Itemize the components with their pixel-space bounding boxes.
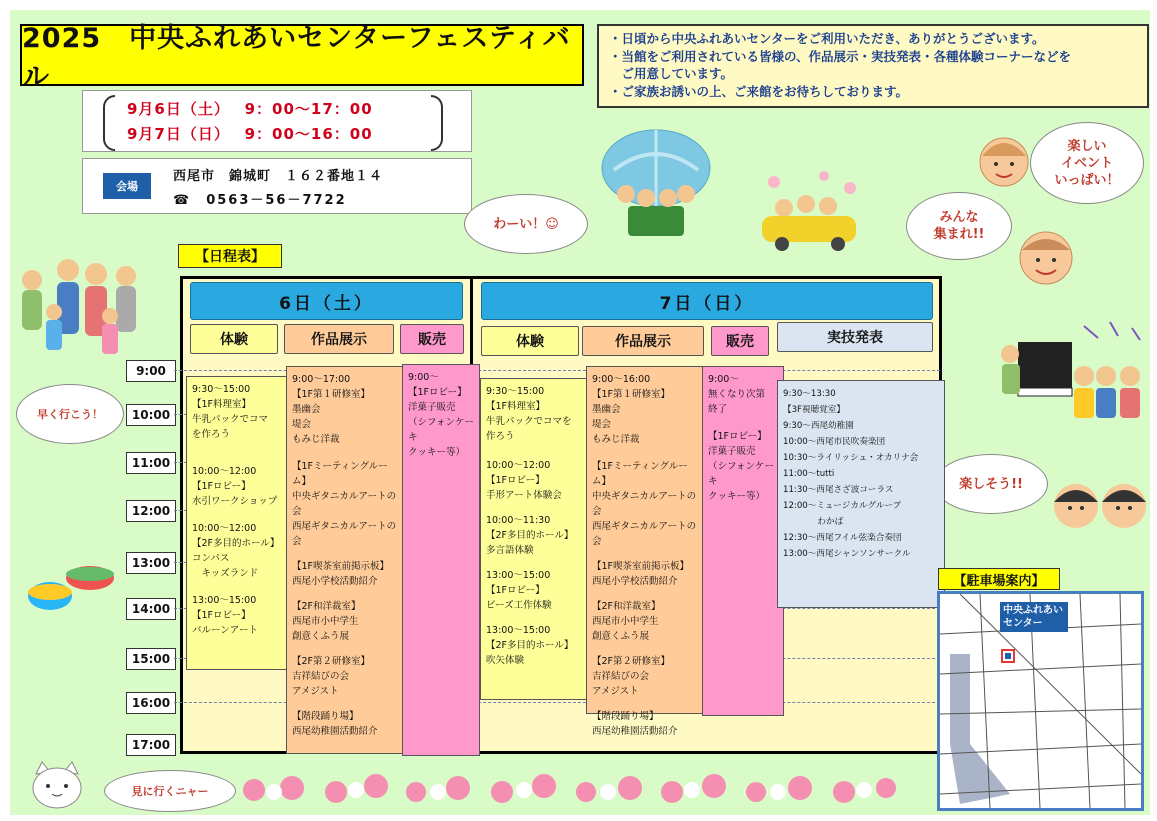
venue-box [82, 158, 472, 214]
tenji-7-item-2: 【1Fミーティングルーム】 中央ギタニカルアートの会 西尾ギタニカルアートの会 [592, 461, 697, 547]
time-tag-0900: 9:00 [126, 360, 176, 382]
boy-face-illustration [1016, 228, 1076, 288]
col-head-6-tenji: 作品展示 [284, 324, 394, 354]
bracket-right [431, 95, 443, 151]
tenji-6-item-3: 【1F喫茶室前掲示板】 西尾小学校活動紹介 [292, 561, 390, 587]
tenji-7-item-6: 【階段踊り場】 西尾幼稚園活動紹介 [592, 711, 678, 737]
col-7-taiken [480, 378, 592, 700]
taiken-7-item-1: 9:30～15:00 【1F料理室】 牛乳パックでコマを 作ろう [486, 386, 572, 442]
venue-address: 西尾市 錦城町 １６２番地１４ [173, 169, 384, 184]
time-tag-1500: 15:00 [126, 648, 176, 670]
col-7-jitsugi [777, 380, 945, 608]
time-tag-1300: 13:00 [126, 552, 176, 574]
taiken-6-item-4: 13:00～15:00 【1Fロビー】 バルーンアート [192, 595, 259, 636]
taiken-6-item-1: 9:30～15:00 【1F料理室】 牛乳パックでコマ を作ろう [192, 384, 269, 440]
col-6-hanbai [402, 364, 480, 756]
flower-border-decoration [240, 770, 900, 810]
taiken-6-item-2: 10:00～12:00 【1Fロビー】 水引ワークショップ [192, 466, 278, 507]
venue-label: 会場 [103, 173, 151, 199]
schedule-label: 【日程表】 [178, 244, 282, 268]
day-header-7: 7日（日） [481, 282, 933, 320]
intro-line-1: ・日頃から中央ふれあいセンターをご利用いただき、ありがとうございます。 [609, 31, 1045, 46]
map-center-label: 中央ふれあい センター [1000, 602, 1068, 632]
family-illustration [14, 256, 144, 360]
date-line-2: 9月7日（日） 9：00～16：00 [127, 125, 373, 143]
speech-bubble-tanoshisou: 楽しそう!! [934, 454, 1048, 514]
cat-illustration [26, 760, 88, 814]
time-tag-1400: 14:00 [126, 598, 176, 620]
parking-map [937, 591, 1144, 811]
col-head-7-tenji: 作品展示 [582, 326, 704, 356]
col-6-tenji [286, 366, 404, 754]
col-6-taiken [186, 376, 292, 670]
girl-face-illustration [976, 130, 1032, 190]
tenji-6-item-6: 【階段踊り場】 西尾幼稚園活動紹介 [292, 711, 378, 737]
intro-box [597, 24, 1149, 108]
taiken-6-item-3: 10:00～12:00 【2F多目的ホール】 コンパス キッズランド [192, 523, 280, 579]
tenji-6-item-4: 【2F和洋裁室】 西尾市小中学生 創意くふう展 [292, 601, 361, 642]
taiken-7-item-2: 10:00～12:00 【1Fロビー】 手形アート体験会 [486, 460, 562, 501]
date-line-1: 9月6日（土） 9：00～17：00 [127, 100, 373, 118]
time-tag-1600: 16:00 [126, 692, 176, 714]
col-7-hanbai [702, 366, 784, 716]
col-head-7-taiken: 体験 [481, 326, 579, 356]
col-head-7-jitsugi: 実技発表 [777, 322, 933, 352]
bracket-left [103, 95, 115, 151]
hanbai-6-item-1: 9:00～ 【1Fロビー】 洋菓子販売 （シフォンケーキ クッキー等） [408, 372, 474, 458]
col-head-7-hanbai: 販売 [711, 326, 769, 356]
taiken-7-item-4: 13:00～15:00 【1Fロビー】 ビーズ工作体験 [486, 570, 552, 611]
tenji-6-item-5: 【2F第２研修室】 吉祥結びの会 アメジスト [292, 656, 371, 697]
speech-bubble-minna: みんな 集まれ!! [906, 192, 1012, 260]
time-tag-1200: 12:00 [126, 500, 176, 522]
parking-label: 【駐車場案内】 [938, 568, 1060, 590]
time-tag-1100: 11:00 [126, 452, 176, 474]
col-7-tenji [586, 366, 708, 737]
jitsugi-7-item-1: 9:30～13:30 【3F視聴覚室】 9:30～西尾幼稚園 10:00～西尾市民吹奏楽団 10:30～ライリッシュ・オカリナ会 11:00～tutti 11:30～西尾さざ波コーラス 12:00～ミュージカルグループ わかば 12:30～西尾フイル弦楽合奏団 13:00～西尾シャンソンサークル [783, 389, 919, 559]
speech-bubble-miniiku: 見に行くニャー [104, 770, 236, 812]
speech-bubble-hayaku: 早く行こう！ [16, 384, 124, 444]
intro-line-4: ・ご家族お誘いの上、ご来館をお待ちしております。 [609, 83, 909, 99]
hanbai-7-item-2: 【1Fロビー】 洋菓子販売 （シフォンケーキ クッキー等） [708, 431, 774, 502]
col-head-6-taiken: 体験 [190, 324, 278, 354]
piano-children-illustration [998, 318, 1146, 422]
tenji-7-item-5: 【2F第２研修室】 吉祥結びの会 アメジスト [592, 656, 671, 697]
taiken-7-item-3: 10:00～11:30 【2F多目的ホール】 多言語体験 [486, 515, 574, 556]
hanbai-7-item-1: 9:00～ 無くなり次第 終了 [708, 374, 766, 415]
speech-bubble-tanoshii-event: 楽しい イベント いっぱい！ [1030, 122, 1144, 204]
page-title: 2025 中央ふれあいセンターフェスティバル [20, 24, 584, 86]
hot-air-balloon-illustration [594, 128, 718, 240]
taiken-7-item-5: 13:00～15:00 【2F多目的ホール】 吹矢体験 [486, 625, 574, 666]
tenji-7-item-1: 9:00～16:00 【1F第１研修室】 墨幽会 堤会 もみじ洋裁 [592, 374, 671, 445]
family-car-illustration [754, 168, 864, 252]
intro-line-2: ・当館をご利用されている皆様の、作品展示・実技発表・各種体験コーナーなどを [609, 48, 1072, 64]
day-header-6: 6日（土） [190, 282, 463, 320]
time-tag-1700: 17:00 [126, 734, 176, 756]
time-tag-1000: 10:00 [126, 404, 176, 426]
kids-faces-illustration [1052, 474, 1148, 536]
intro-line-3: ご用意しています。 [609, 66, 734, 81]
tenji-6-item-2: 【1Fミーティングルーム】 中央ギタニカルアートの会 西尾ギタニカルアートの会 [292, 461, 397, 547]
tenji-6-item-1: 9:00～17:00 【1F第１研修室】 墨幽会 堤会 もみじ洋裁 [292, 374, 371, 445]
speech-bubble-waai: わーい！☺ [464, 194, 588, 254]
spinning-tops-illustration [20, 556, 116, 628]
tenji-7-item-4: 【2F和洋裁室】 西尾市小中学生 創意くふう展 [592, 601, 661, 642]
venue-phone: ☎ 0563－56－7722 [173, 193, 347, 208]
col-head-6-hanbai: 販売 [400, 324, 464, 354]
tenji-7-item-3: 【1F喫茶室前掲示板】 西尾小学校活動紹介 [592, 561, 690, 587]
dates-box [82, 90, 472, 152]
